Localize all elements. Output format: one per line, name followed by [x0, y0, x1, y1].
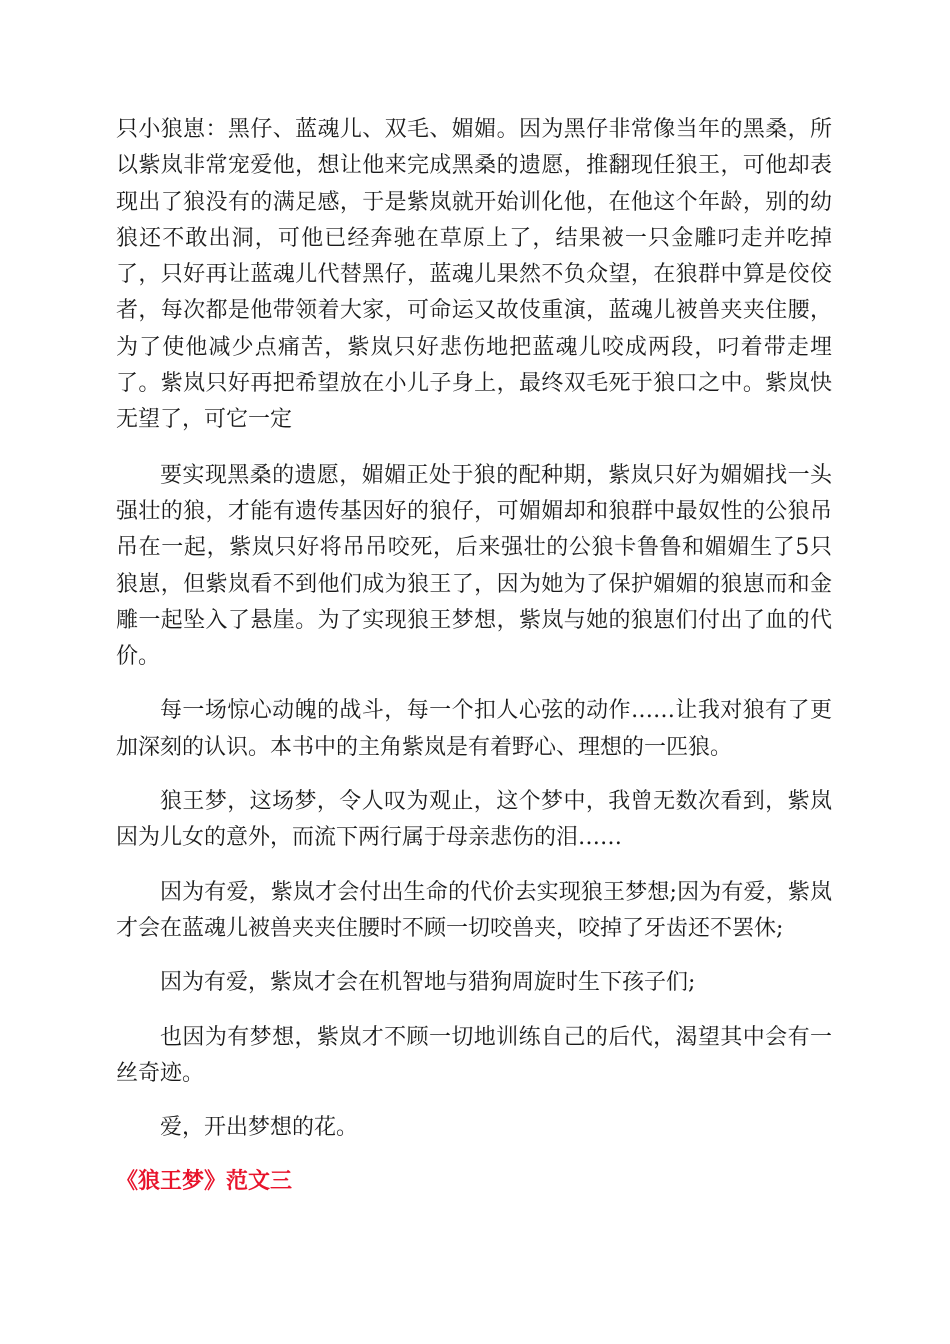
paragraph-6: 因为有爱，紫岚才会在机智地与猎狗周旋时生下孩子们;	[160, 970, 696, 996]
paragraph-7: 也因为有梦想，紫岚才不顾一切地训练自己的后代，渴望其中会有一丝奇迹。	[116, 1024, 832, 1086]
document-body	[116, 112, 832, 1200]
section-heading: 《狼王梦》范文三	[116, 1169, 293, 1195]
paragraph-1: 只小狼崽：黑仔、蓝魂儿、双毛、媚媚。因为黑仔非常像当年的黑桑，所以紫岚非常宠爱他，想让他来完成黑桑的遗愿，推翻现任狼王，可他却表现出了狼没有的满足感，于是紫岚就开始训化他，在他这个年龄，别的幼狼还不敢出洞，可他已经奔驰在草原上了，结果被一只金雕叼走并吃掉了，只好再让蓝魂儿代替黑仔，蓝魂儿果然不负众望，在狼群中算是佼佼者，每次都是他带领着大家，可命运又故伎重演，蓝魂儿被兽夹夹住腰，为了使他减少点痛苦，紫岚只好悲伤地把蓝魂儿咬成两段，叼着带走埋了。紫岚只好再把希望放在小儿子身上，最终双毛死于狼口之中。紫岚快无望了，可它一定	[116, 117, 832, 433]
paragraph-2: 要实现黑桑的遗愿，媚媚正处于狼的配种期，紫岚只好为媚媚找一头强壮的狼，才能有遗传基因好的狼仔，可媚媚却和狼群中最奴性的公狼吊吊在一起，紫岚只好将吊吊咬死，后来强壮的公狼卡鲁鲁和媚媚生了5只狼崽，但紫岚看不到他们成为狼王了，因为她为了保护媚媚的狼崽而和金雕一起坠入了悬崖。为了实现狼王梦想，紫岚与她的狼崽们付出了血的代价。	[116, 462, 832, 670]
paragraph-8: 爱，开出梦想的花。	[160, 1115, 359, 1141]
paragraph-3: 每一场惊心动魄的战斗，每一个扣人心弦的动作……让我对狼有了更加深刻的认识。本书中的主角紫岚是有着野心、理想的一匹狼。	[116, 698, 832, 760]
paragraph-4: 狼王梦，这场梦，令人叹为观止，这个梦中，我曾无数次看到，紫岚因为儿女的意外，而流下两行属于母亲悲伤的泪……	[116, 789, 832, 851]
paragraph-5: 因为有爱，紫岚才会付出生命的代价去实现狼王梦想;因为有爱，紫岚才会在蓝魂儿被兽夹夹住腰时不顾一切咬兽夹，咬掉了牙齿还不罢休;	[116, 879, 832, 941]
